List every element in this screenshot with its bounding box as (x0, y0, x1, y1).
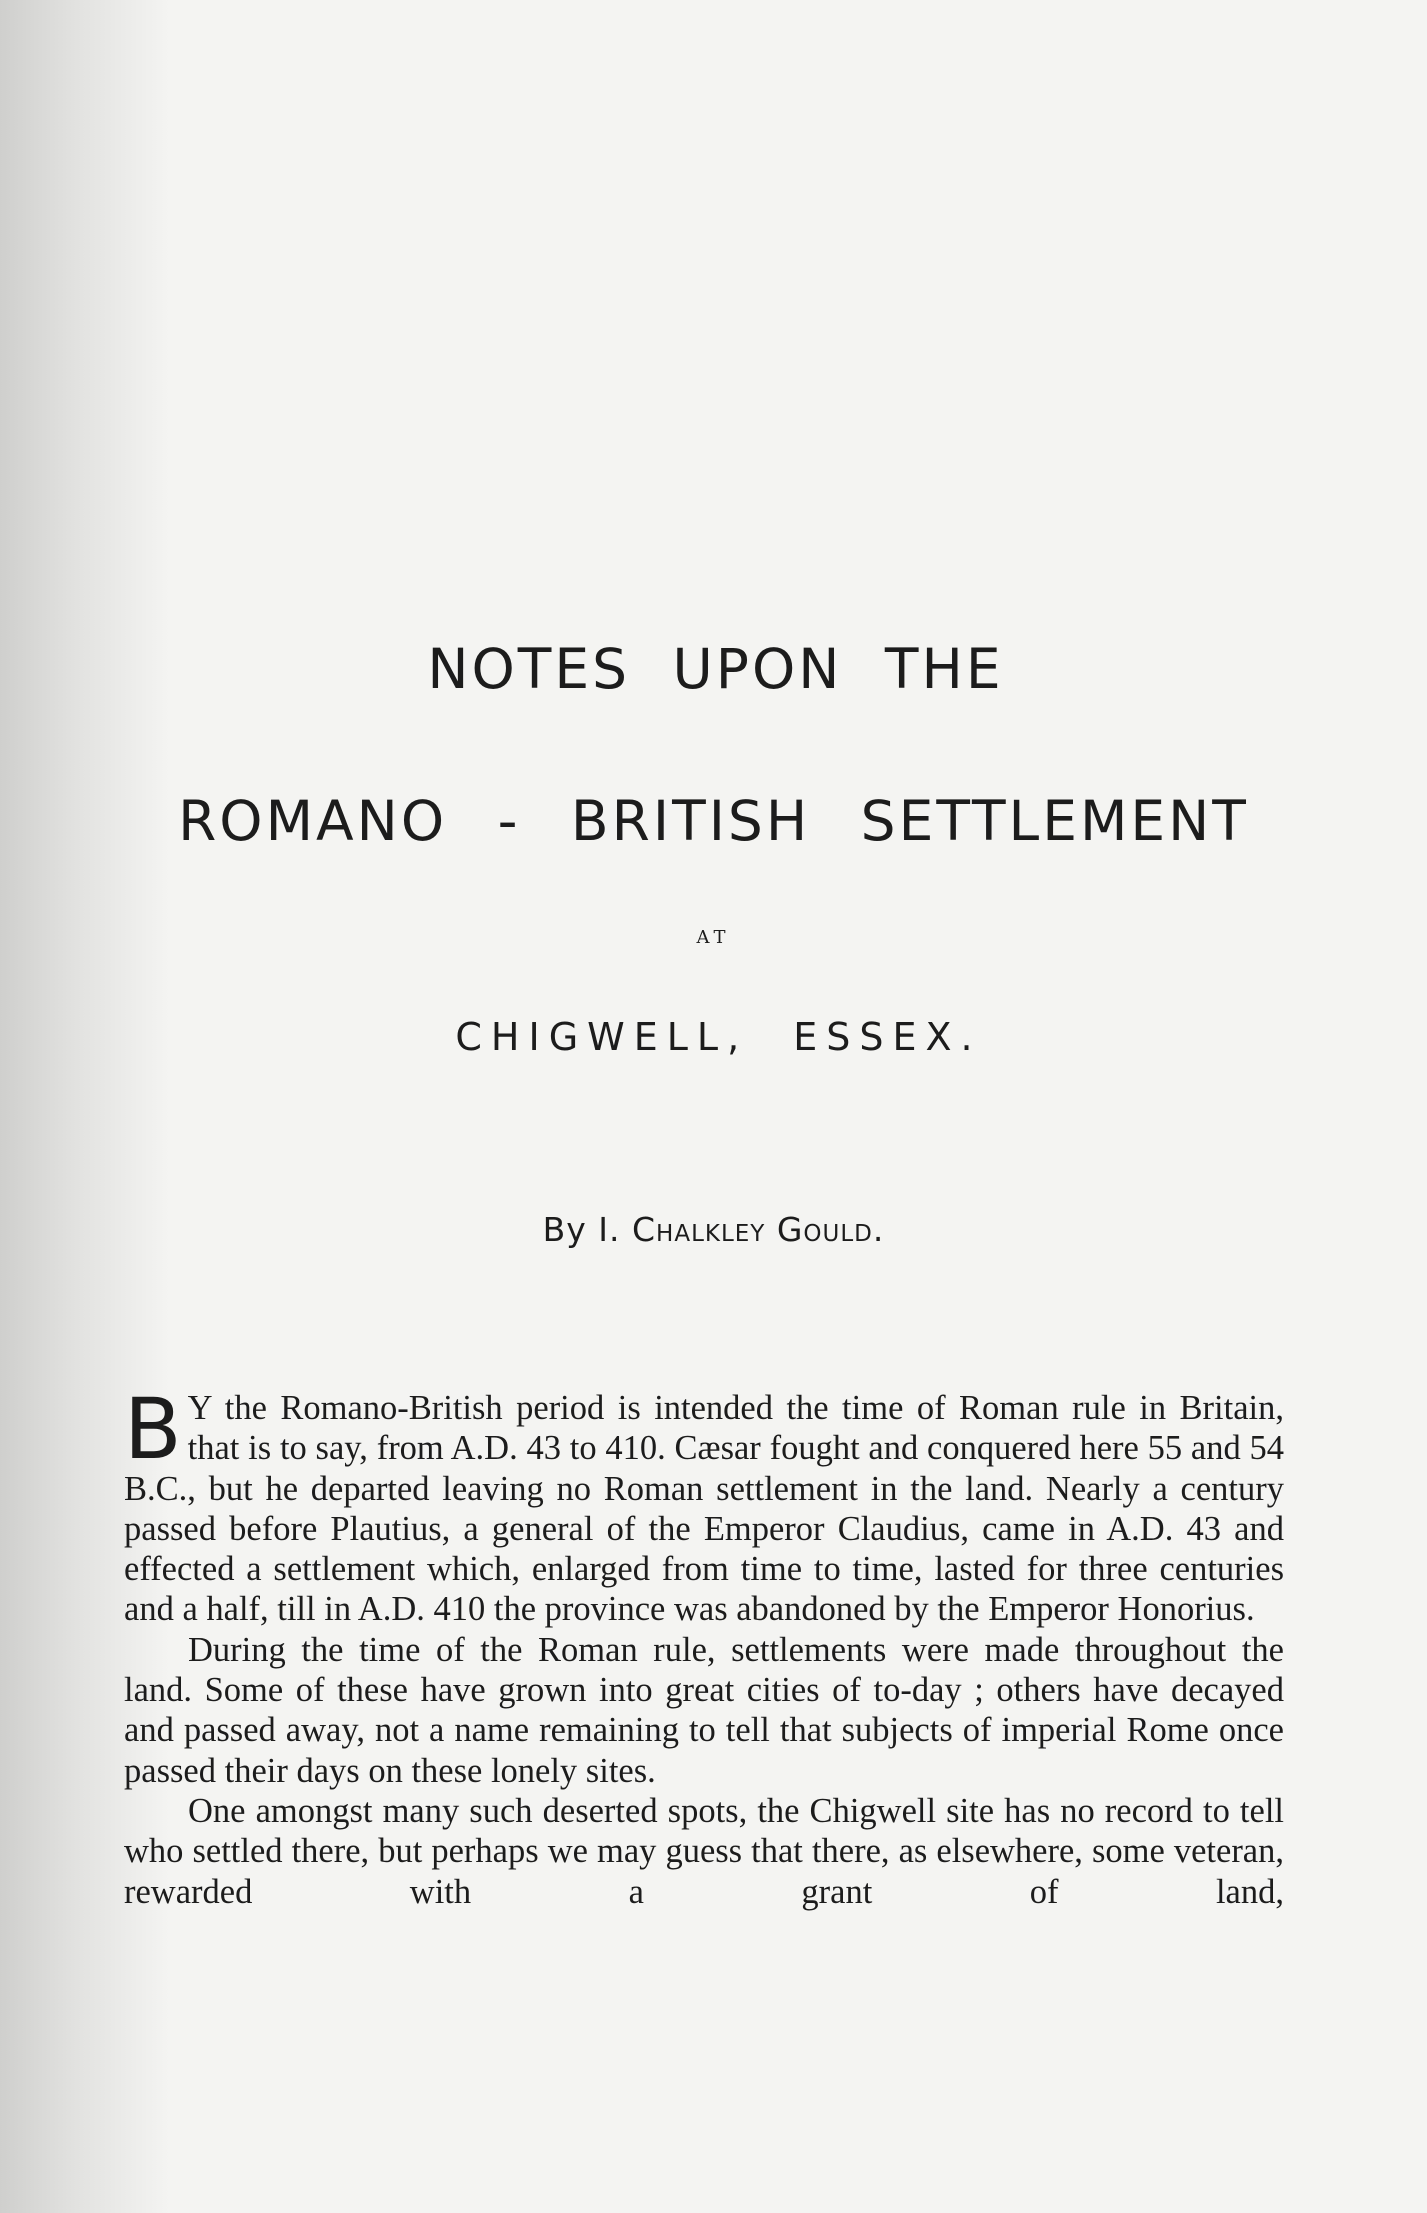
byline-prefix: By (542, 1210, 587, 1249)
paragraph-1-text: Y the Romano-British period is intended the time of Roman rule in Britain, that is to say, from A.D. 43 to 410. Cæsar fought and conquered here 55 and 54 B.C., but he departed leaving no Roman settlement in the land. Nearly a century passed before Plautius, a general of the Emperor Claudius, came in A.D. 43 and effected a settlement which, enlarged from time to time, lasted for three centuries and a half, till in A.D. 410 the province was abandoned by the Emperor Honorius. (124, 1389, 1284, 1629)
title-line-3: CHIGWELL, ESSEX. (455, 1015, 982, 1059)
paragraph-1 (124, 1380, 1284, 1630)
title-line-1: NOTES UPON THE (427, 637, 1004, 701)
paragraph-3: One amongst many such deserted spots, the Chigwell site has no record to tell who settled there, but perhaps we may guess that there, as elsewhere, some veteran, rewarded with a grant of land, (124, 1791, 1284, 1911)
author-name: I. Chalkley Gould. (598, 1210, 885, 1249)
title-connector: AT (696, 927, 731, 948)
byline (0, 1210, 1427, 1249)
paragraph-2: During the time of the Roman rule, settlements were made throughout the land. Some of these have grown into great cities of to-day ; others have decayed and passed away, not a name remaining to tell that subjects of imperial Rome once passed their days on these lonely sites. (124, 1630, 1284, 1790)
article-body (124, 1380, 1284, 1912)
drop-cap: B (124, 1380, 182, 1478)
title-line-2: ROMANO - BRITISH SETTLEMENT (178, 789, 1249, 853)
